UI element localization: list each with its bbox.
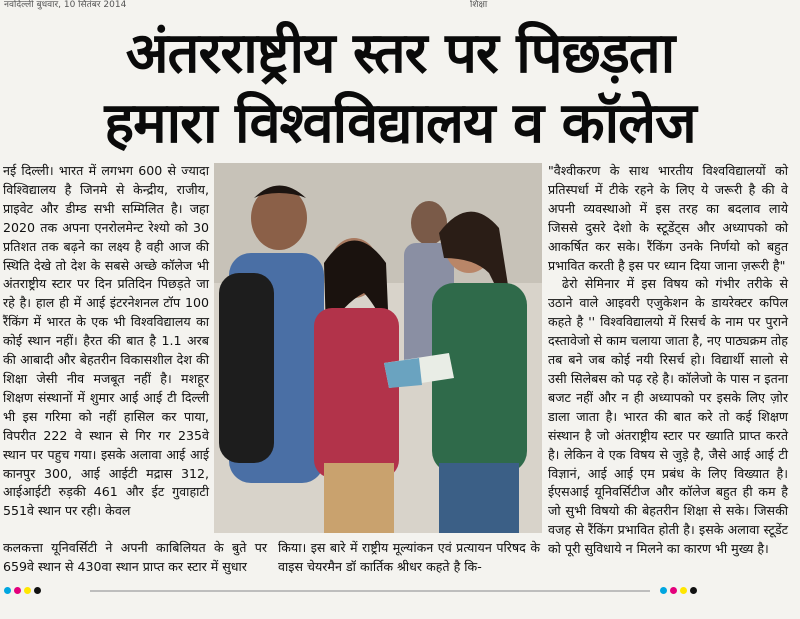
top-strip bbox=[0, 0, 800, 10]
registration-dot bbox=[680, 587, 687, 594]
headline-line-1: अंतरराष्ट्रीय स्तर पर पिछड़ता bbox=[125, 21, 675, 86]
article-column-3 bbox=[548, 162, 788, 559]
registration-dot bbox=[660, 587, 667, 594]
article-col3-quote: "वैश्वीकरण के साथ भारतीय विश्वविद्यालयों को प्रतिस्पर्धा में टीके रहने के लिए ये जरूरी है की वे अपनी व्यवस्थाओ में इस तरह का बदलाव लाये जिससे दुसरे देशो के स्टूडेंट्स और अध्यापको को आकर्षित कर सके। रैंकिंग उनके निर्णयो को बहुत प्रभावित करती है इस पर ध्यान दिया जाना ज़रूरी है" bbox=[548, 163, 788, 273]
registration-dot bbox=[670, 587, 677, 594]
students-photo-icon bbox=[214, 163, 542, 533]
article-col3-text: ढेरो सेमिनार में इस विषय को गंभीर तरीके से उठाने वाले आइवरी एजुकेशन के डायरेक्टर कपिल कहते है '' विश्वविद्यालयो में रिसर्च के नाम पर पुराने दस्तावेजो से काम चलाया जाता है, नए पाठ्यक्रम तोह तब बने जब कोई नयी रिसर्च हो। विद्यार्थी सालो से उसी सिलेबस को पढ़ रहे है। कॉलेजो के पास न इतना बजट नहीं और न ही अध्यापको पर इसके लिए ज़ोर डाला जाता है। भारत की बात करे तो कई शिक्षण संस्थान है जो अंतराष्ट्रीय स्टार पर ख्याति प्राप्त करते है। लेकिन वे एक विषय से जुड़े है, जैसे आई आई टी विज्ञानं, आई आई एम प्रबंध के लिए विख्यात है। ईएसआई यूनिवर्सिटीज और कॉलेज बहुत ही कम है जो सुभी विषयो की बेहतरीन शिक्षा से सके। जिसकी वजह से रैंकिंग प्रभावित होती है। इसके अलावा स्टूडेंट को पूरी सुविधाये न मिलने का कारण भी मुख्य है। bbox=[548, 276, 788, 557]
top-strip-left: नवदिल्ली बुधवार, 10 सितंबर 2014 bbox=[4, 0, 127, 10]
registration-dot bbox=[14, 587, 21, 594]
article-photo bbox=[214, 163, 542, 533]
print-rule bbox=[90, 590, 650, 592]
article-column-1 bbox=[3, 162, 209, 521]
article-col2-bottom-text: किया। इस बारे में राष्ट्रीय मूल्यांकन एवं प्रत्यायन परिषद के वाइस चेयरमैन डॉ कार्तिक श्रीधर कहते है कि- bbox=[278, 540, 540, 574]
registration-dot bbox=[4, 587, 11, 594]
article-column-2-bottom bbox=[278, 539, 540, 577]
headline-line-2: हमारा विश्वविद्यालय व कॉलेज bbox=[104, 91, 696, 156]
registration-dot bbox=[690, 587, 697, 594]
article-col1-text: नई दिल्ली। भारत में लगभग 600 से ज्यादा विश्विद्यालय है जिनमे से केन्द्रीय, राजीय, प्राइवेट और डीम्ड सभी सम्मिलित है। जहा 2020 तक अपना एनरोलमेन्ट रेश्यो को 30 प्रतिशत तक बढ़ने का लक्ष्य है वही आज की स्थिति देखे तो देश के सबसे अच्छे कॉलेज भी अंतराष्ट्रीय स्टार पर दिन प्रतिदिन पिछड़ते जा रहे है। हाल ही में आई इंटरनेशनल टॉप 100 रैंकिंग में भारत के एक भी विश्वविद्यालय का कोई स्थान नहीं। हैरत की बात है 1.1 अरब की आबादी और बेहतरीन विकासशील देश की शिक्षा जेसी नीव मजबूत नहीं है। मशहूर शिक्षण संस्थानों में शुमार आई आई टी दिल्ली भी इस गरिमा को नहीं हासिल कर पाया, विपरीत 222 वे स्थान से गिर गर 235वे स्थान पर पहुच गया। इसके अलावा आई आई कानपुर 300, आई आईटी मद्रास 312, आईआईटी रुड़की 461 और ईट गुवाहाटी 551वे स्थान पर रही। केवल bbox=[3, 163, 209, 519]
registration-dot bbox=[34, 587, 41, 594]
registration-dot bbox=[24, 587, 31, 594]
article-column-1-continued bbox=[3, 539, 267, 577]
top-strip-right: शिक्षा bbox=[470, 0, 488, 10]
article-col1-span-text: कलकत्ता यूनिवर्सिटी ने अपनी काबिलियत के बुते पर 659वे स्थान से 430वा स्थान प्राप्त कर स्टार में सुधार bbox=[3, 540, 267, 574]
